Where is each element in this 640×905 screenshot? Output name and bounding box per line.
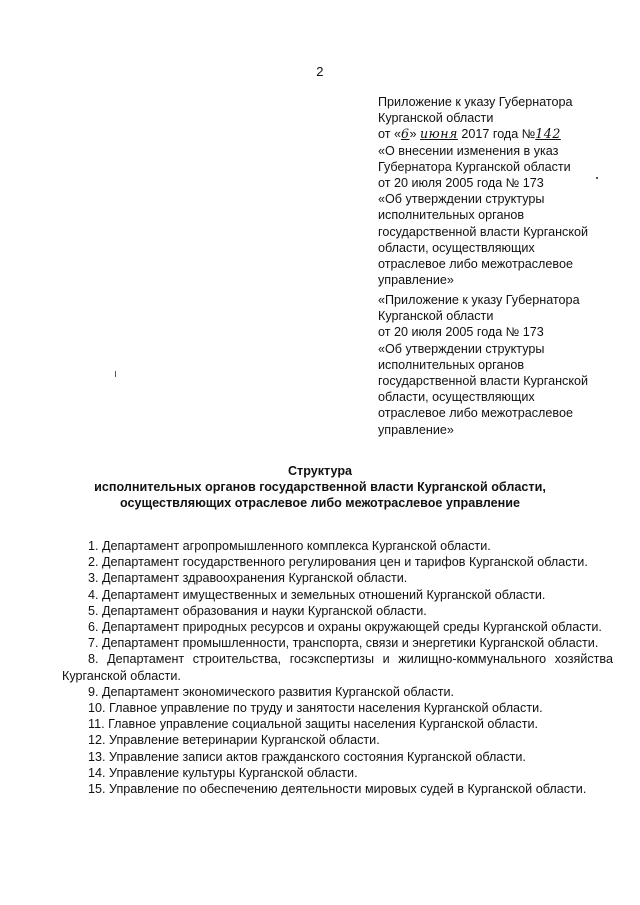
list-item: 12. Управление ветеринарии Курганской области. [88,733,380,748]
appendix-stamp-line: Приложение к указу Губернатора [378,95,573,109]
date-mid: » [409,127,421,142]
appendix-stamp-line: Губернатора Курганской области [378,159,571,174]
list-item: 15. Управление по обеспечению деятельности мировых судей в Курганской области. [88,782,587,797]
original-appendix-stamp [378,292,628,438]
list-item: 3. Департамент здравоохранения Курганской области. [88,571,408,586]
handwritten-day: 6 [401,126,410,142]
list-item: 6. Департамент природных ресурсов и охраны окружающей среды Курганской области. [88,620,602,635]
appendix-stamp-line: управление» [378,273,454,288]
scan-speck [596,177,598,179]
structure-list [62,538,613,797]
list-item: 14. Управление культуры Курганской области. [88,765,358,780]
document-title [60,463,580,512]
appendix-stamp-line: «О внесении изменения в указ [378,143,559,158]
appendix-stamp-line: области, осуществляющих [378,240,535,255]
appendix-stamp-date-line [378,126,628,142]
list-item: 5. Департамент образования и науки Курганской области. [88,603,427,618]
original-stamp-line: исполнительных органов [378,357,525,372]
list-item: 9. Департамент экономического развития Курганской области. [88,684,455,699]
handwritten-decree-number: 142 [535,126,561,142]
original-stamp-line: отраслевое либо межотраслевое [378,406,573,421]
appendix-stamp-line: исполнительных органов [378,208,525,223]
original-stamp-line: области, осуществляющих [378,390,535,405]
appendix-stamp-line: «Об утверждении структуры [378,192,545,207]
list-item: 7. Департамент промышленности, транспорта, связи и энергетики Курганской области. [88,636,599,651]
list-item: 1. Департамент агропромышленного комплекса Курганской области. [88,539,491,553]
title-line: исполнительных органов государственной власти Курганской области, [94,480,546,495]
original-stamp-line: «Об утверждении структуры [378,341,545,356]
original-stamp-line: управление» [378,422,454,437]
appendix-stamp-line: государственной власти Курганской [378,224,589,239]
appendix-stamp [378,94,628,288]
original-stamp-line: государственной власти Курганской [378,374,589,389]
list-item: 2. Департамент государственного регулирования цен и тарифов Курганской области. [88,555,588,570]
original-stamp-line: от 20 июля 2005 года № 173 [378,325,544,340]
title-line: осуществляющих отраслевое либо межотраслевое управление [120,496,520,511]
appendix-stamp-line: отраслевое либо межотраслевое [378,257,573,272]
appendix-stamp-line: от 20 июля 2005 года № 173 [378,176,544,191]
list-item: 10. Главное управление по труду и занятости населения Курганской области. [88,701,543,716]
appendix-stamp-line: Курганской области [378,111,494,126]
page-number: 2 [316,64,324,79]
list-item: 8. Департамент строительства, госэкспертизы и жилищно-коммунального хозяйства Курганской области. [62,652,613,683]
list-item: 11. Главное управление социальной защиты населения Курганской области. [88,717,539,732]
original-stamp-line: «Приложение к указу Губернатора [378,293,580,307]
date-year: 2017 года № [457,127,536,142]
scan-speck [115,371,116,377]
handwritten-month: июня [420,126,458,142]
original-stamp-line: Курганской области [378,309,494,324]
list-item: 4. Департамент имущественных и земельных отношений Курганской области. [88,587,546,602]
list-item: 13. Управление записи актов гражданского состояния Курганской области. [88,749,526,764]
title-line: Структура [287,464,353,478]
date-prefix: от « [378,127,401,142]
